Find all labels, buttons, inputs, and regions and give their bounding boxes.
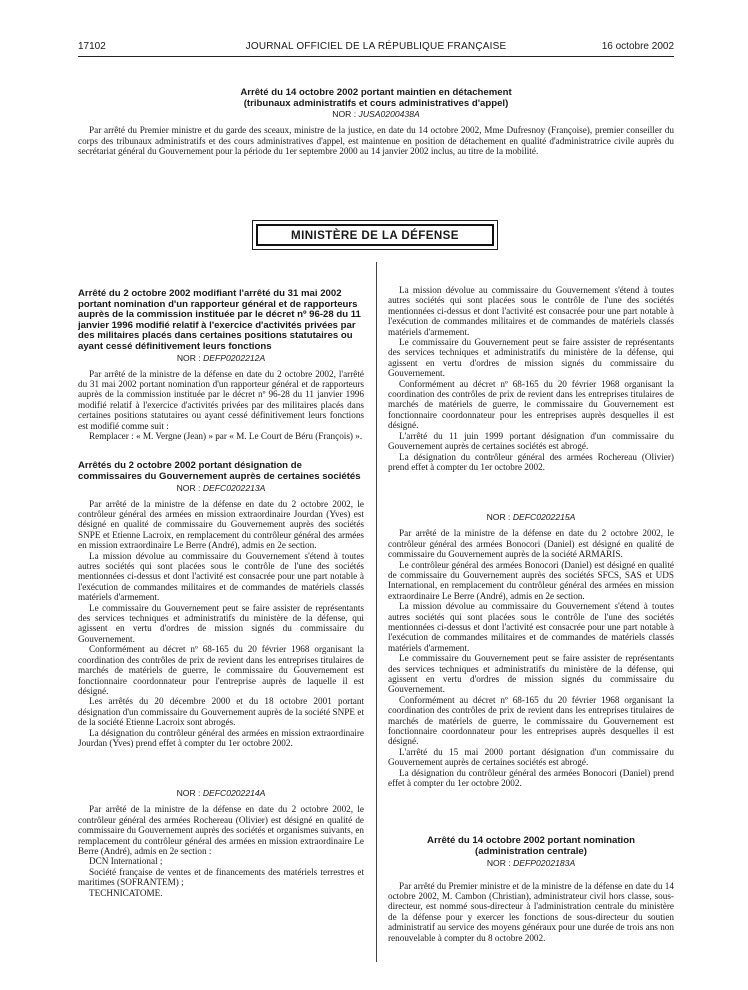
paragraph: La désignation du contrôleur général des armées Rochereau (Olivier) prend effet à compter du 1er octobre 2002. bbox=[388, 451, 674, 472]
article-title: Arrêté du 14 octobre 2002 portant maintien en détachement bbox=[240, 87, 512, 98]
article-title: Arrêtés du 2 octobre 2002 portant désignation de commissaires du Gouvernement auprès de certaines sociétés bbox=[78, 460, 361, 482]
paragraph: Par arrêté du Premier ministre et de la ministre de la défense en date du 14 octobre 2002, M. Cambon (Christian), administrateur civil hors classe, sous-directeur, est nommé sous-directeur à l'administration centrale du ministère de la défense pour y exercer les fonctions de sous-directeur du soutien administratif au service des moyens généraux pour une durée de trois ans non renouvelable à compter du 8 octobre 2002. bbox=[388, 880, 674, 943]
running-header bbox=[78, 41, 674, 57]
article-title: Arrêté du 2 octobre 2002 modifiant l'arrêté du 31 mai 2002 portant nomination d'un rapporteur général et de rapporteurs auprès de la commission instituée par le décret nº 96-28 du 11 janvier 1996 modifié relatif à l'exercice d'activités privées par des militaires placés dans certaines positions statutaires ou ayant cessé définitivement leurs fonctions bbox=[78, 288, 361, 352]
paragraph: Le commissaire du Gouvernement peut se faire assister de représentants des services techniques et administratifs du ministère de la défense, qui agissent en vertu d'ordres de mission signés du commissaire du Gouvernement. bbox=[78, 602, 364, 644]
paragraph: L'arrêté du 11 juin 1999 portant désignation d'un commissaire du Gouvernement auprès de certaines sociétés est abrogé. bbox=[388, 430, 674, 452]
paragraph: L'arrêté du 15 mai 2000 portant désignation d'un commissaire du Gouvernement auprès de certaines sociétés est abrogé. bbox=[388, 746, 674, 768]
paragraph: La désignation du contrôleur général des armées en mission extraordinaire Jourdan (Yves) prend effet à compter du 1er octobre 2002. bbox=[78, 727, 364, 748]
list-item: Société française de ventes et de financements des matériels terrestres et maritimes (SOFRANTEM) ; bbox=[78, 866, 364, 888]
paragraph: La mission dévolue au commissaire du Gouvernement s'étend à toutes autres sociétés qui sont placées sous le contrôle de l'une des sociétés mentionnées ci-dessus et dont l'activité est consacrée pour une part notable à l'exécution de commandes militaires et de commandes de matériels classés matériels d'armement. bbox=[78, 550, 364, 603]
paragraph: Conformément au décret nº 68-165 du 20 février 1968 organisant la coordination des contrôles de prix de revient dans les entreprises titulaires de marchés de matériels de guerre, le commissaire du Gouvernement est fonctionnaire coordonnateur pour les entreprises auprès desquelles il est désigné. bbox=[388, 694, 674, 747]
paragraph: Par arrêté de la ministre de la défense en date du 2 octobre 2002, l'arrêté du 31 mai 2002 portant nomination d'un rapporteur général et de rapporteurs auprès de la commission instituée par le décret nº 96-28 du 11 janvier 1996 modifié relatif à l'exercice d'activités privées par des militaires placés dans certaines positions statutaires ou ayant cessé définitivement leurs fonctions est modifié comme suit : bbox=[78, 368, 364, 431]
article-nomination-cambon bbox=[388, 836, 674, 943]
nor-label: NOR : bbox=[486, 857, 511, 868]
article-bonocori bbox=[388, 512, 674, 788]
article-subtitle: (administration centrale) bbox=[475, 846, 587, 858]
nor-reference bbox=[388, 512, 674, 523]
article-subtitle: (tribunaux administratifs et cours administratives d'appel) bbox=[243, 97, 509, 109]
nor-code: DEFP0202183A bbox=[513, 857, 576, 868]
article-body: Par arrêté du Premier ministre et du garde des sceaux, ministre de la justice, en date du 14 octobre 2002, Mme Dufresnoy (Françoise), premier conseiller du corps des tribunaux administratifs et des cours administratives d'appel, est maintenue en position de détachement en qualité d'administratrice civile auprès du secrétariat général du Gouvernement pour la période du 1er septembre 2000 au 14 janvier 2002 inclus, au titre de la mobilité. bbox=[78, 125, 674, 157]
nor-label: NOR : bbox=[486, 512, 511, 523]
article-maintien-detachement bbox=[78, 88, 674, 157]
article-commissaires bbox=[78, 461, 364, 748]
nor-label: NOR : bbox=[176, 788, 201, 799]
paragraph: Conformément au décret nº 68-165 du 20 février 1968 organisant la coordination des contrôles de prix de revient dans les entreprises titulaires de marchés de matériels de guerre, le commissaire du Gouvernement est fonctionnaire coordonnateur pour l'entreprise auprès de laquelle il est désigné. bbox=[78, 644, 364, 696]
page-number: 17102 bbox=[78, 41, 106, 52]
nor-reference bbox=[78, 353, 364, 364]
nor-code: DEFC0202213A bbox=[202, 482, 266, 493]
paragraph: La mission dévolue au commissaire du Gouvernement s'étend à toutes autres sociétés qui sont placées sous le contrôle de l'une des sociétés mentionnées ci-dessus et dont l'activité est consacrée pour une part notable à l'exécution de commandes militaires et de commandes de matériels classés matériels d'armement. bbox=[388, 601, 674, 653]
nor-reference bbox=[78, 109, 674, 120]
ministry-heading: MINISTÈRE DE LA DÉFENSE bbox=[256, 224, 494, 246]
list-item: DCN International ; bbox=[89, 856, 163, 867]
header-rule bbox=[78, 56, 674, 57]
nor-label: NOR : bbox=[332, 109, 357, 120]
paragraph: Le contrôleur général des armées Bonocori (Daniel) est désigné en qualité de commissaire du Gouvernement auprès des sociétés SFCS, SAS et UDS International, en remplacement du contrôleur général des armées en mission extraordinaire Le Berre (André), admis en 2e section. bbox=[388, 559, 674, 601]
column-divider bbox=[376, 262, 377, 962]
issue-date: 16 octobre 2002 bbox=[601, 41, 674, 52]
journal-title: JOURNAL OFFICIEL DE LA RÉPUBLIQUE FRANÇAISE bbox=[245, 41, 507, 52]
right-column bbox=[388, 285, 674, 943]
paragraph: Par arrêté de la ministre de la défense en date du 2 octobre 2002, le contrôleur général des armées en mission extraordinaire Jourdan (Yves) est désigné en qualité de commissaire du Gouvernement auprès des sociétés SNPE et Etienne Lacroix, en remplacement du contrôleur général des armées en mission extraordinaire Le Berre (André), admis en 2e section. bbox=[78, 498, 364, 551]
ministry-heading-box bbox=[252, 220, 498, 250]
article-rapporteurs bbox=[78, 289, 364, 441]
paragraph: Par arrêté de la ministre de la défense en date du 2 octobre 2002, le contrôleur général des armées Bonocori (Daniel) est désigné en qualité de commissaire du Gouvernement auprès de la société ARMARIS. bbox=[388, 528, 674, 560]
article-rochereau-continued bbox=[388, 285, 674, 472]
nor-reference bbox=[388, 858, 674, 869]
nor-reference bbox=[78, 483, 364, 494]
paragraph: La mission dévolue au commissaire du Gouvernement s'étend à toutes autres sociétés qui sont placées sous le contrôle de l'une des sociétés mentionnées ci-dessus et dont l'activité est consacrée pour une part notable à l'exécution de commandes militaires et de commandes de matériels classés matériels d'armement. bbox=[388, 285, 674, 337]
nor-code: JUSA0200438A bbox=[358, 109, 420, 120]
nor-label: NOR : bbox=[176, 352, 201, 363]
list-item: TECHNICATOME. bbox=[89, 887, 163, 898]
paragraph: La désignation du contrôleur général des armées Bonocori (Daniel) prend effet à compter du 1er octobre 2002. bbox=[388, 767, 674, 789]
article-rochereau bbox=[78, 788, 364, 898]
nor-reference bbox=[78, 788, 364, 799]
paragraph: Remplacer : « M. Vergne (Jean) » par « M. Le Court de Béru (François) ». bbox=[89, 431, 363, 441]
paragraph: Le commissaire du Gouvernement peut se faire assister de représentants des services techniques et administratifs du ministère de la défense, qui agissent en vertu d'ordres de mission signés du commissaire du Gouvernement. bbox=[388, 337, 674, 379]
nor-code: DEFP0202212A bbox=[203, 352, 266, 363]
nor-code: DEFC0202214A bbox=[202, 788, 266, 799]
paragraph: Les arrêtés du 20 décembre 2000 et du 18 octobre 2001 portant désignation d'un commissaire du Gouvernement auprès de la société SNPE et de la société Etienne Lacroix sont abrogés. bbox=[78, 696, 364, 728]
paragraph: Conformément au décret nº 68-165 du 20 février 1968 organisant la coordination des contrôles de prix de revient dans les entreprises titulaires de marchés de matériels de guerre, le commissaire du Gouvernement est fonctionnaire coordonnateur pour les entreprises auprès desquelles il est désigné. bbox=[388, 378, 674, 431]
nor-label: NOR : bbox=[176, 482, 201, 493]
paragraph: Le commissaire du Gouvernement peut se faire assister de représentants des services techniques et administratifs du ministère de la défense, qui agissent en vertu d'ordres de mission signés du commissaire du Gouvernement. bbox=[388, 653, 674, 695]
left-column bbox=[78, 289, 364, 898]
nor-code: DEFC0202215A bbox=[512, 512, 576, 523]
paragraph: Par arrêté de la ministre de la défense en date du 2 octobre 2002, le contrôleur général des armées Rochereau (Olivier) est désigné en qualité de commissaire du Gouvernement auprès des sociétés et organismes suivants, en remplacement du contrôleur général des armées en mission extraordinaire Le Berre (André), admis en 2e section : bbox=[78, 804, 364, 856]
article-title: Arrêté du 14 octobre 2002 portant nomination bbox=[427, 835, 635, 847]
